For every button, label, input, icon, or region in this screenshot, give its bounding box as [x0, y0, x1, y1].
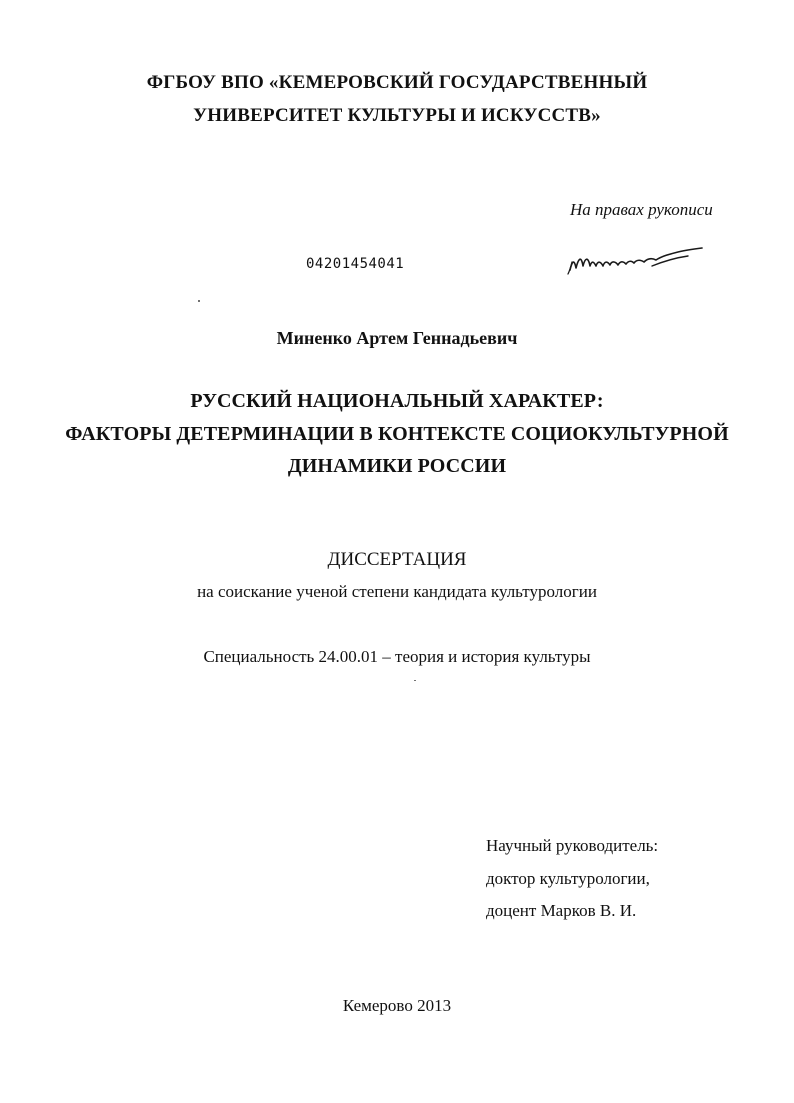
manuscript-note: На правах рукописи: [570, 200, 713, 219]
advisor-name: доцент Марков В. И.: [486, 901, 637, 920]
organization-line-2: УНИВЕРСИТЕТ КУЛЬТУРЫ И ИСКУССТВ»: [193, 105, 601, 126]
handwritten-signature: [566, 240, 706, 284]
scan-speck: [414, 680, 416, 681]
title-line-1: РУССКИЙ НАЦИОНАЛЬНЫЙ ХАРАКТЕР:: [190, 390, 604, 412]
title-line-3: ДИНАМИКИ РОССИИ: [287, 455, 507, 477]
registration-number: 04201454041: [306, 256, 405, 272]
advisor-degree: доктор культурологии,: [486, 869, 650, 888]
title-line-2: ФАКТОРЫ ДЕТЕРМИНАЦИИ В КОНТЕКСТЕ СОЦИОКУЛЬТУРНОЙ: [65, 423, 729, 445]
organization-line-1: ФГБОУ ВПО «КЕМЕРОВСКИЙ ГОСУДАРСТВЕННЫЙ: [146, 72, 648, 93]
advisor-heading: Научный руководитель:: [486, 836, 659, 855]
degree-line: на соискание ученой степени кандидата культурологии: [197, 582, 597, 601]
author-name: Миненко Артем Геннадьевич: [276, 328, 518, 348]
place-year: Кемерово 2013: [342, 996, 452, 1015]
specialty-line: Специальность 24.00.01 – теория и история культуры: [203, 647, 591, 666]
document-type: ДИССЕРТАЦИЯ: [327, 549, 467, 570]
scan-speck: [198, 300, 200, 302]
